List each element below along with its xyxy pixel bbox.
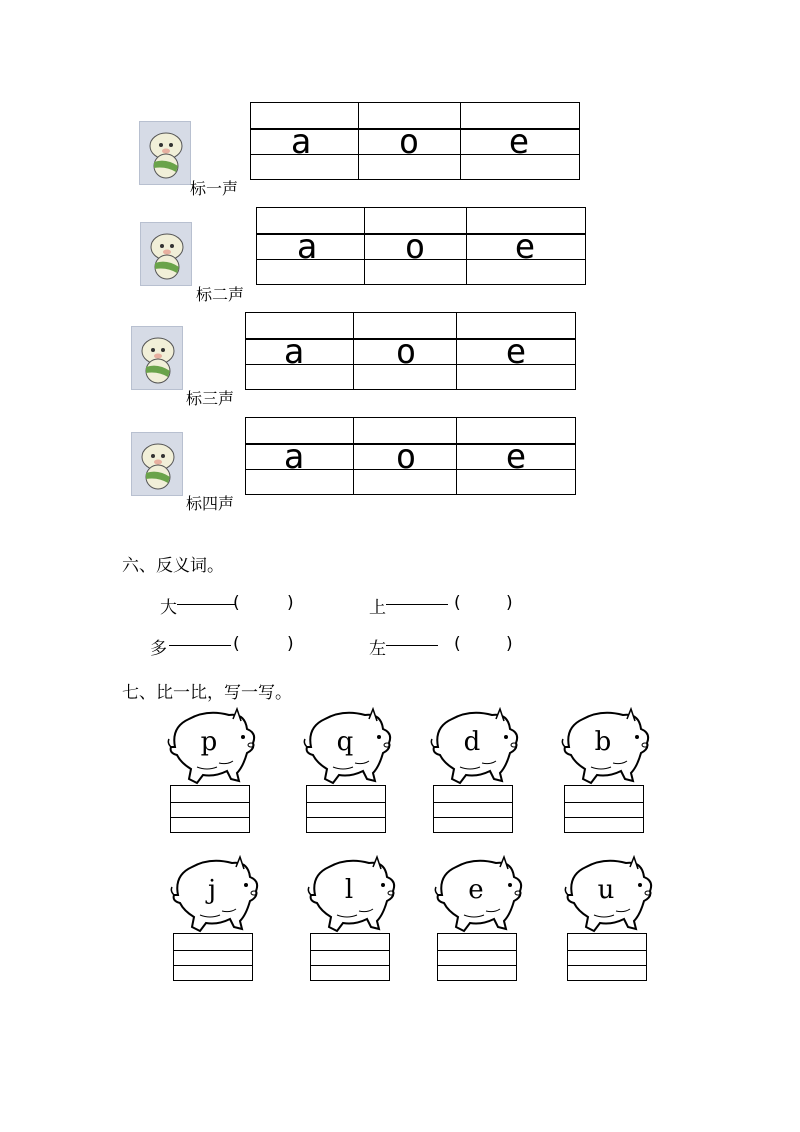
antonym-pair [150,634,300,659]
pinyin-grid [256,207,586,285]
writing-box[interactable] [437,933,517,981]
pinyin-letter: p [200,727,218,757]
pinyin-letter: a [296,227,318,267]
close-paren: ) [506,634,513,654]
pig-write-card [564,855,654,985]
antonym-word: 左 [369,639,386,659]
antonym-pair [369,593,519,618]
writing-box[interactable] [173,933,253,981]
pinyin-letter: b [594,727,612,757]
pinyin-letter: u [597,875,615,905]
writing-box[interactable] [433,785,513,833]
writing-box[interactable] [564,785,644,833]
connector-line [169,645,231,646]
pinyin-letter: o [395,332,417,372]
pinyin-letter: e [505,332,527,372]
writing-box[interactable] [310,933,390,981]
pig-write-card [170,855,260,985]
open-paren: ( [233,593,240,613]
pinyin-letter: a [283,437,305,477]
pinyin-letter: l [344,875,354,905]
connector-line [386,645,438,646]
connector-line [386,604,448,605]
pig-cartoon-image [131,432,183,496]
close-paren: ) [506,593,513,613]
open-paren: ( [454,634,461,654]
pig-cartoon-image [131,326,183,390]
tone-label: 标二声 [196,285,245,304]
pinyin-letter: e [508,122,530,162]
pinyin-letter: e [514,227,536,267]
section-7-heading: 七、比一比，写一写。 [122,683,292,703]
pinyin-grid [245,312,576,390]
pinyin-letter: o [398,122,420,162]
connector-line [177,604,235,605]
pig-cartoon-image [140,222,192,286]
pig-write-card [303,707,393,837]
close-paren: ) [287,593,294,613]
pinyin-letter: a [290,122,312,162]
pinyin-grid [245,417,576,495]
pinyin-letter: e [468,875,484,905]
pinyin-letter: o [404,227,426,267]
open-paren: ( [454,593,461,613]
antonym-word: 上 [369,598,386,618]
open-paren: ( [233,634,240,654]
close-paren: ) [287,634,294,654]
pig-write-card [307,855,397,985]
pig-write-card [167,707,257,837]
pinyin-grid [250,102,580,180]
antonym-word: 多 [150,639,167,659]
tone-label: 标一声 [190,179,239,198]
tone-label: 标四声 [186,494,235,513]
pig-cartoon-icon [132,433,183,496]
pig-cartoon-icon [141,223,192,286]
pinyin-letter: q [336,727,354,757]
section-6-heading: 六、反义词。 [122,556,224,576]
pig-write-card [561,707,651,837]
pinyin-letter: e [505,437,527,477]
pig-write-card [430,707,520,837]
antonym-pair [160,593,300,618]
writing-box[interactable] [306,785,386,833]
pig-cartoon-icon [132,327,183,390]
pinyin-letter: d [463,727,481,757]
pig-cartoon-image [139,121,191,185]
pig-write-card [434,855,524,985]
writing-box[interactable] [170,785,250,833]
pinyin-letter: o [395,437,417,477]
pig-cartoon-icon [140,122,191,185]
antonym-pair [369,634,519,659]
pinyin-letter: a [283,332,305,372]
antonym-word: 大 [160,598,177,618]
writing-box[interactable] [567,933,647,981]
tone-label: 标三声 [186,389,235,408]
pinyin-letter: j [207,875,217,905]
